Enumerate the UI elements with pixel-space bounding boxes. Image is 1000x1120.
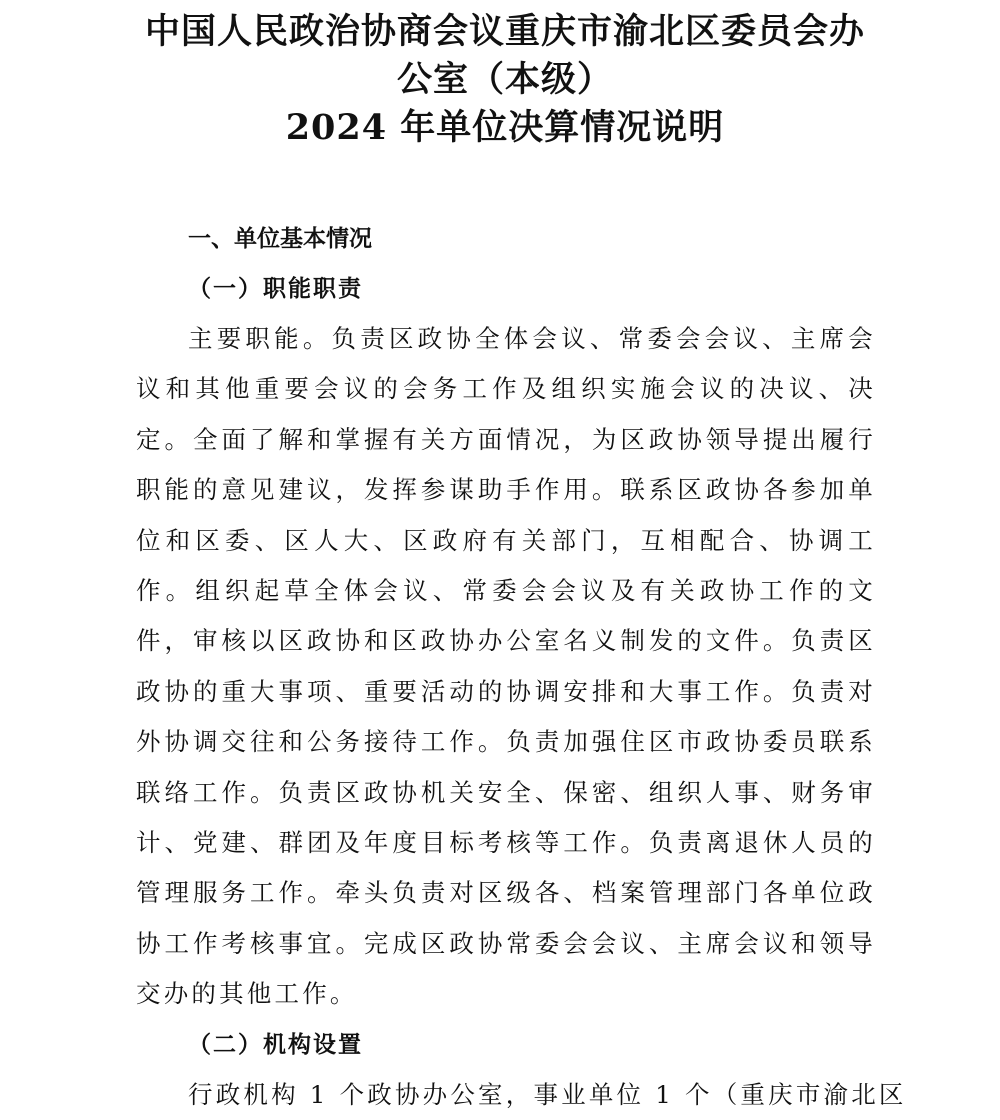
section-heading-basic-info: 一、单位基本情况 bbox=[188, 226, 372, 252]
functions-paragraph: 主要职能。负责区政协全体会议、常委会会议、主席会议和其他重要会议的会务工作及组织实施会议的决议、决定。全面了解和掌握有关方面情况，为区政协领导提出履行职能的意见建议，发挥参谋助手作用。联系区政协各参加单位和区委、区人大、区政府有关部门，互相配合、协调工作。组织起草全体会议、常委会会议及有关政协工作的文件，审核以区政协和区政协办公室名义制发的文件。负责区政协的重大事项、重要活动的协调安排和大事工作。负责对外协调交往和公务接待工作。负责加强住区市政协委员联系联络工作。负责区政协机关安全、保密、组织人事、财务审计、党建、群团及年度目标考核等工作。负责离退休人员的管理服务工作。牵头负责对区级各、档案管理部门各单位政协工作考核事宜。完成区政协常委会会议、主席会议和领导交办的其他工作。 bbox=[136, 324, 876, 1009]
title-line-3: 2024 年单位决算情况说明 bbox=[285, 107, 725, 148]
document-body bbox=[136, 214, 907, 1120]
document-title bbox=[100, 8, 910, 152]
organization-paragraph: 行政机构 1 个政协办公室，事业单位 1 个（重庆市渝北区 bbox=[188, 1079, 907, 1109]
subsection-heading-functions: （一）职能职责 bbox=[188, 275, 363, 302]
title-line-2: 公室（本级） bbox=[396, 59, 613, 100]
title-line-1: 中国人民政治协商会议重庆市渝北区委员会办 bbox=[144, 11, 865, 52]
subsection-heading-organization: （二）机构设置 bbox=[188, 1030, 363, 1058]
